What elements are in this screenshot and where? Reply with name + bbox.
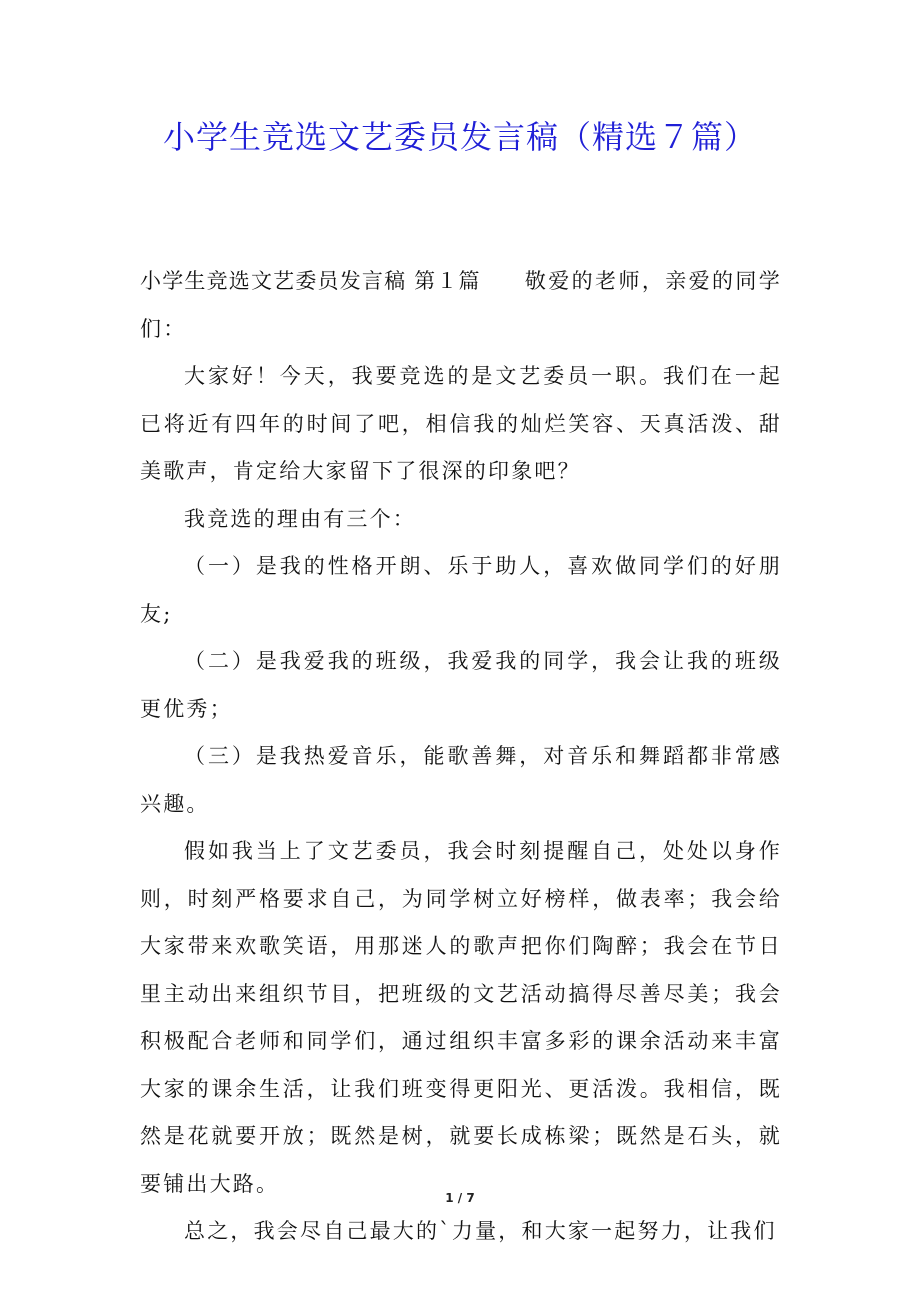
list-item: （一）是我的性格开朗、乐于助人，喜欢做同学们的好朋友; xyxy=(140,554,782,626)
list-item: （二）是我爱我的班级，我爱我的同学，我会让我的班级更优秀； xyxy=(140,649,782,721)
body-paragraph: 我竞选的理由有三个： xyxy=(184,506,416,531)
greeting: 敬爱的老师，亲爱的同学们： xyxy=(140,269,782,341)
page-number: 1 / 7 xyxy=(445,1191,475,1205)
section-heading: 小学生竞选文艺委员发言稿 第１篇 xyxy=(140,269,481,293)
list-item: （三）是我热爱音乐，能歌善舞，对音乐和舞蹈都非常感兴趣。 xyxy=(140,744,782,816)
document-title: 小学生竞选文艺委员发言稿（精选７篇） xyxy=(162,118,757,156)
body-paragraph: 大家好！今天，我要竞选的是文艺委员一职。我们在一起已将近有四年的时间了吧，相信我的灿烂笑容、天真活泼、甜美歌声，肯定给大家留下了很深的印象吧？ xyxy=(140,364,782,483)
section-heading-paragraph xyxy=(140,258,782,353)
document-body xyxy=(140,258,782,1256)
body-paragraph: 假如我当上了文艺委员，我会时刻提醒自己，处处以身作则，时刻严格要求自己，为同学树立好榜样，做表率；我会给大家带来欢歌笑语，用那迷人的歌声把你们陶醉；我会在节日里主动出来组织节目，把班级的文艺活动搞得尽善尽美；我会积极配合老师和同学们，通过组织丰富多彩的课余活动来丰富大家的课余生活，让我们班变得更阳光、更活泼。我相信，既然是花就要开放；既然是树，就要长成栋梁；既然是石头，就要铺出大路。 xyxy=(140,839,782,1196)
body-paragraph: 总之，我会尽自己最大的`力量，和大家一起努力，让我们 xyxy=(184,1219,777,1243)
